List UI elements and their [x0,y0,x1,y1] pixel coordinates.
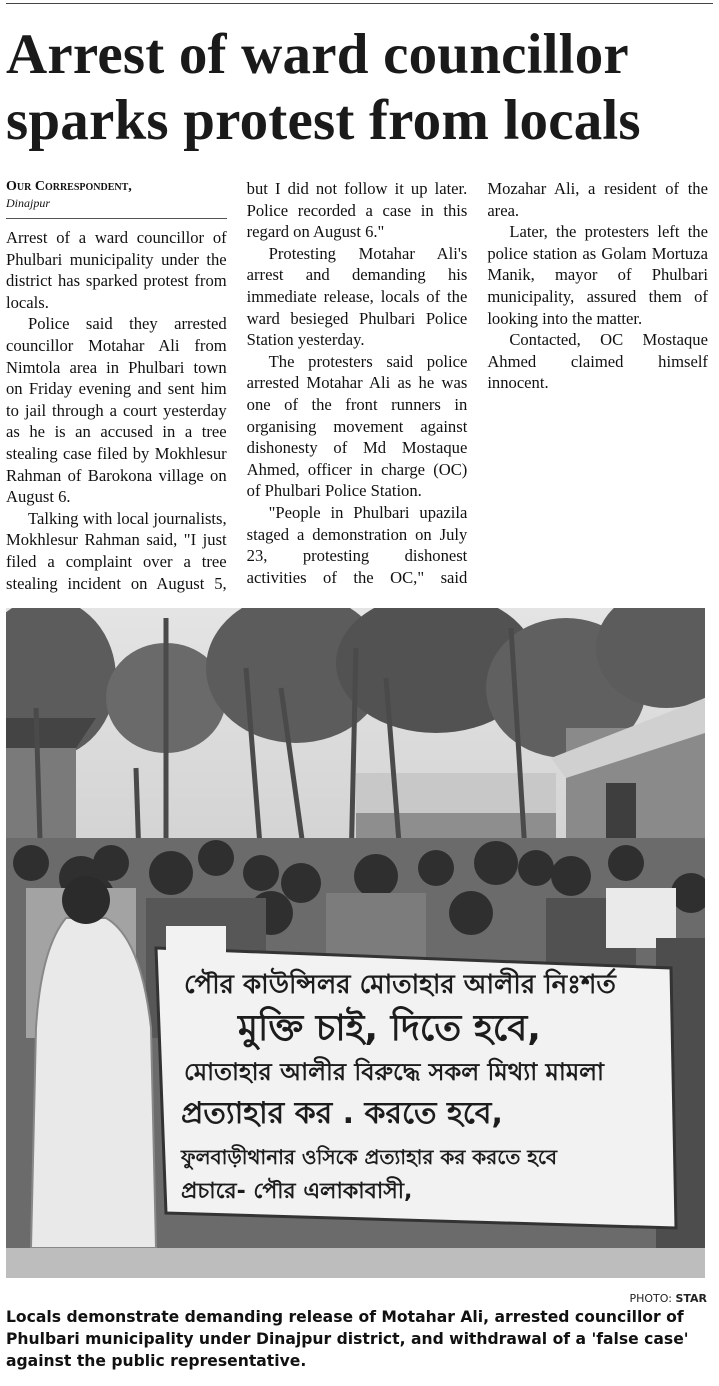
protest-banner [156,926,676,1228]
banner-line: প্রত্যাহার কর . করতে হবে, [181,1096,503,1131]
banner-line: পৌর কাউন্সিলর মোতাহার আলীর নিঃশর্ত [184,970,616,1000]
banner-line: প্রচারে- পৌর এলাকাবাসী, [181,1179,413,1204]
paragraph: Police said they arrested councillor Motahar Ali from Nimtola area in Phulbari town on Friday evening and sent him to jail through a court yesterday as he is an accused in a tree stealing case filed by Mokhlesur Rahman of Barokona village on August 6. [6,314,227,507]
article-body [6,178,708,598]
paragraph: Arrest of a ward councillor of Phulbari municipality under the district has sparked protest from locals. [6,228,227,312]
ground [6,1248,705,1278]
photo-credit-prefix: PHOTO: [629,1292,672,1305]
photo-credit [629,1292,707,1305]
paragraph: "People in Phulbari upazila staged a demonstration on July 23, protesting dishonest activities of the OC," said Mozahar Ali, a resident of the area. [246,179,708,587]
byline [6,178,227,211]
photo-caption: Locals demonstrate demanding release of Motahar Ali, arrested councillor of Phulbari municipality under Dinajpur district, and withdrawal of a 'false case' against the public representative. [6,1308,689,1370]
banner-line: মোতাহার আলীর বিরুদ্ধে সকল মিথ্যা মামলা [184,1058,605,1086]
news-photo [6,608,705,1278]
byline-divider [6,218,227,219]
paragraph: Talking with local journalists, Mokhlesur Rahman said, "I just filed a complaint over a tree stealing incident on August 5, but I did not follow it up later. Police recorded a case in this regard on August 6." [6,179,468,593]
byline-author: Our Correspondent, [6,179,132,194]
top-rule [6,3,713,4]
headline: Arrest of ward councillor sparks protest from locals [6,23,641,152]
paragraph: Contacted, OC Mostaque Ahmed claimed himself innocent. [487,330,708,393]
paragraph: The protesters said police arrested Motahar Ali as he was one of the front runners in organising movement against dishonesty of Md Mostaque Ahmed, officer in charge (OC) of Phulbari Police Station. [246,351,468,501]
banner-line: ফুলবাড়ীথানার ওসিকে প্রত্যাহার কর করতে হবে [181,1145,557,1169]
protest-photo [6,608,705,1278]
banner-line: মুক্তি চাই, দিতে হবে, [238,1008,541,1049]
paragraph: Later, the protesters left the police station as Golam Mortuza Manik, mayor of Phulbari municipality, assured them of looking into the matter. [487,222,708,328]
photo-credit-source: STAR [675,1292,707,1305]
byline-dateline: Dinajpur [6,196,51,210]
paragraph: Protesting Motahar Ali's arrest and demanding his immediate release, locals of the ward besieged Phulbari Police Station yesterday. [246,243,468,350]
